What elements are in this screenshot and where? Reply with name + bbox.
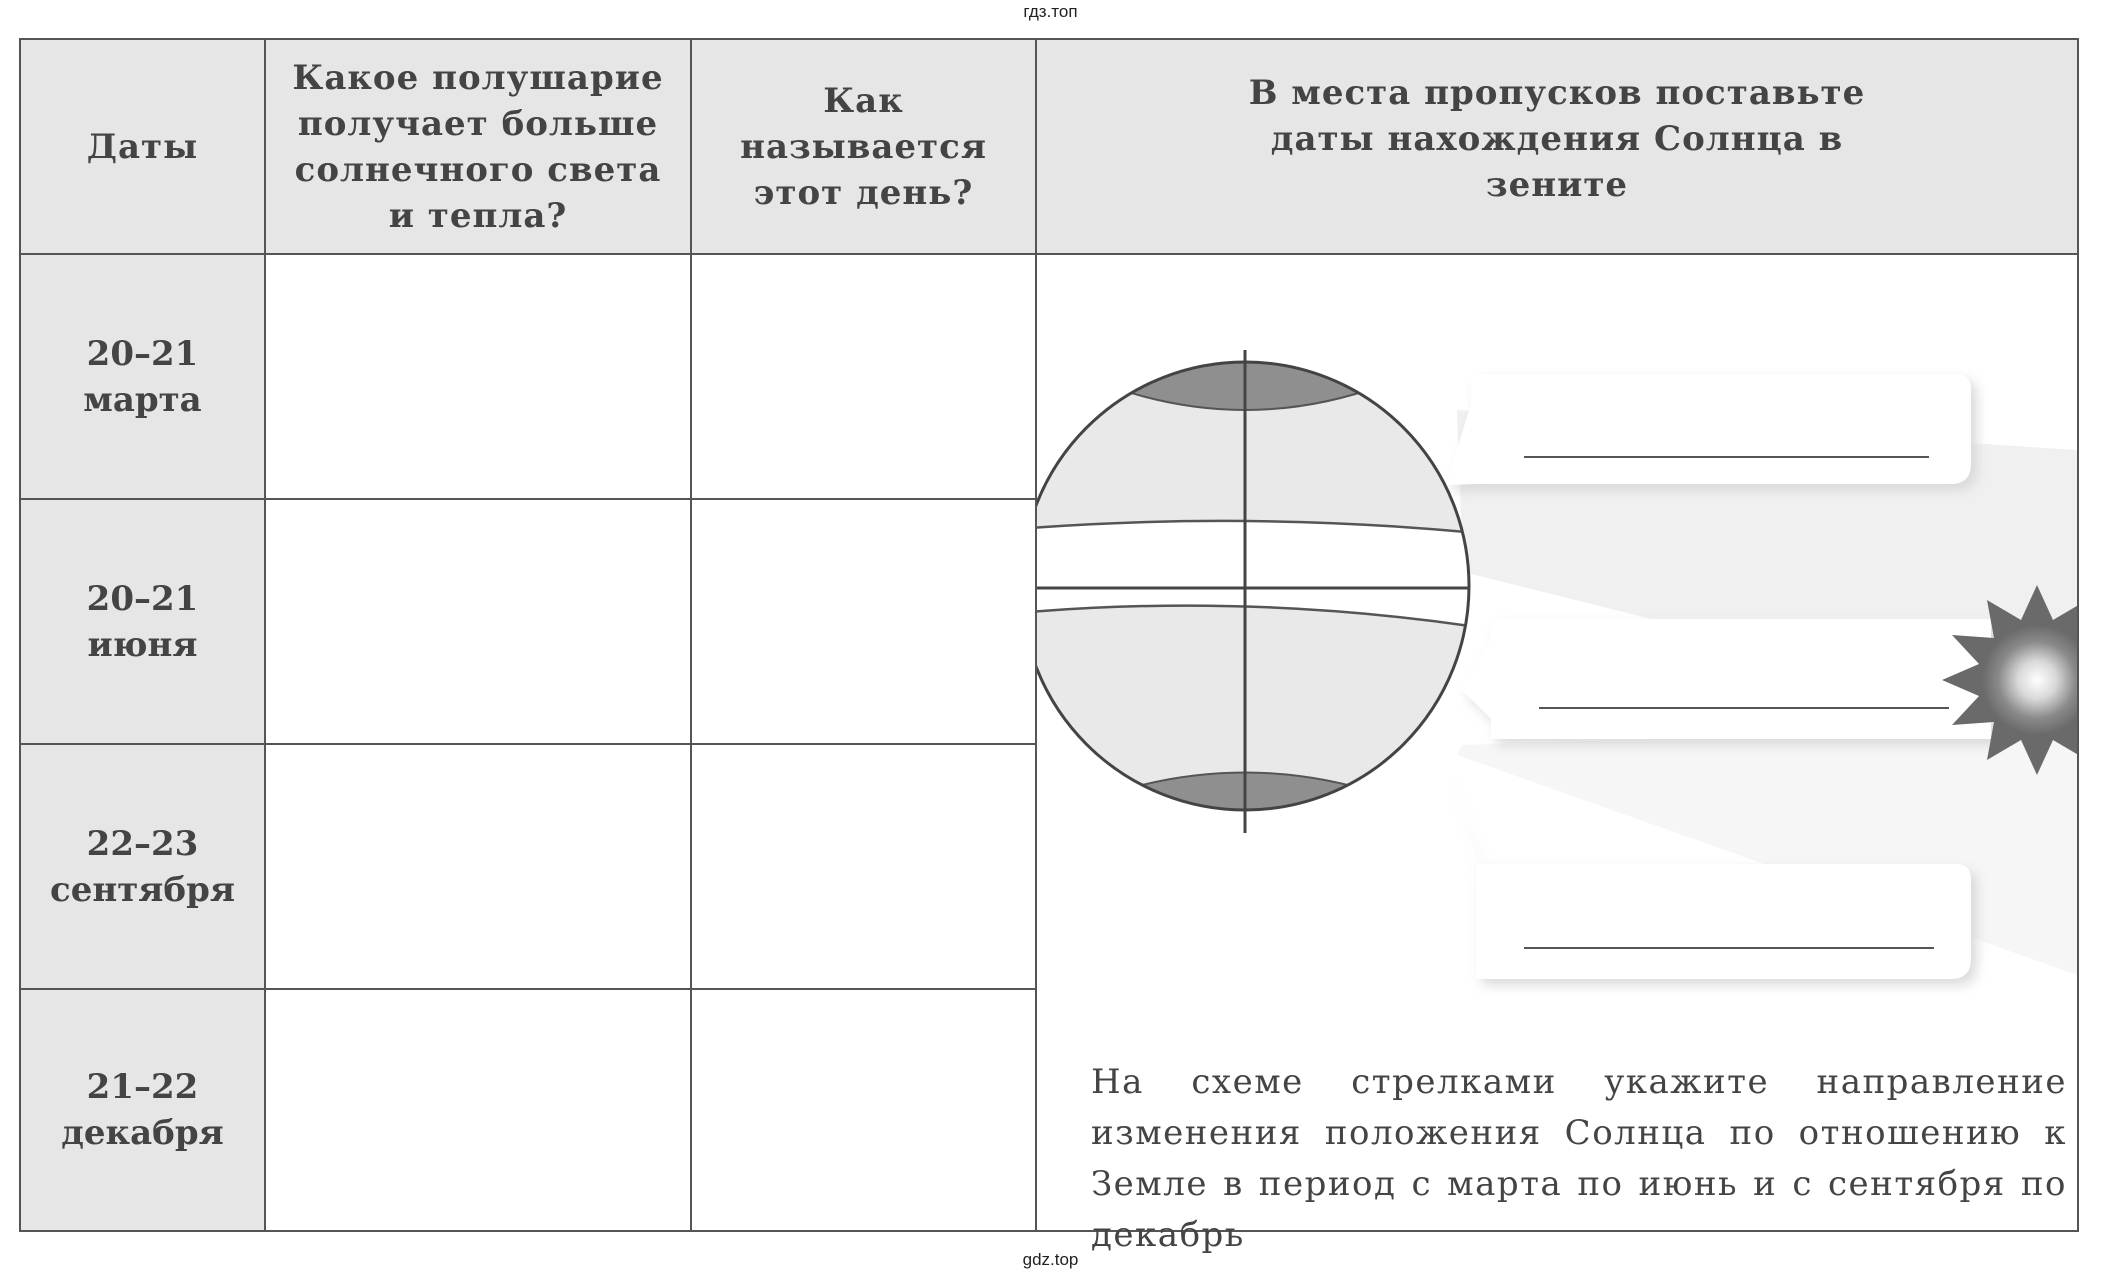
header-hemisphere: Какое полушарие получает больше солнечного света и тепла? — [266, 40, 690, 253]
grid-line — [690, 40, 692, 1230]
watermark-bottom: gdz.top — [1022, 1250, 1079, 1269]
grid-line — [264, 40, 266, 1230]
grid-line — [21, 498, 1035, 500]
worksheet-table — [19, 38, 2079, 1255]
date-row-4-day: 21–22 — [86, 1067, 199, 1107]
grid-line — [21, 743, 1035, 745]
header-day-name: Как называется этот день? — [692, 40, 1035, 253]
answer-day-name-row-3[interactable] — [692, 745, 1035, 988]
answer-hemisphere-row-2[interactable] — [266, 500, 690, 743]
instruction-text: На схеме стрелками укажите направление изменения положения Солнца по отношению к Земле в период с марта по июнь и с сентября по декабрь — [1091, 1062, 2067, 1255]
zenith-diagram — [1037, 255, 2077, 1025]
date-row-2 — [21, 500, 264, 743]
date-row-3-day: 22–23 — [86, 823, 199, 864]
date-row-3-month: сентября — [50, 869, 235, 910]
date-row-2-month: июня — [87, 624, 198, 665]
answer-hemisphere-row-3[interactable] — [266, 745, 690, 988]
answer-day-name-row-1[interactable] — [692, 255, 1035, 498]
date-row-4 — [21, 990, 264, 1230]
grid-line — [21, 988, 1035, 990]
callout-top — [1446, 374, 1977, 491]
watermark-top: гдз.топ — [1023, 2, 1078, 21]
date-row-3 — [21, 745, 264, 988]
answer-hemisphere-row-1[interactable] — [266, 255, 690, 498]
callout-middle — [1461, 619, 1997, 745]
date-row-4-month: декабря — [61, 1113, 224, 1153]
answer-day-name-row-4[interactable] — [692, 990, 1035, 1230]
globe-icon — [1037, 345, 1477, 835]
answer-hemisphere-row-4[interactable] — [266, 990, 690, 1230]
date-row-1-day: 20–21 — [86, 333, 199, 374]
header-zenith: В места пропусков поставьте даты нахождения Солнца в зените — [1037, 40, 2077, 253]
header-dates: Даты — [21, 40, 264, 253]
date-row-2-day: 20–21 — [86, 578, 199, 619]
date-row-1 — [21, 255, 264, 498]
answer-day-name-row-2[interactable] — [692, 500, 1035, 743]
date-row-1-month: марта — [83, 379, 202, 420]
